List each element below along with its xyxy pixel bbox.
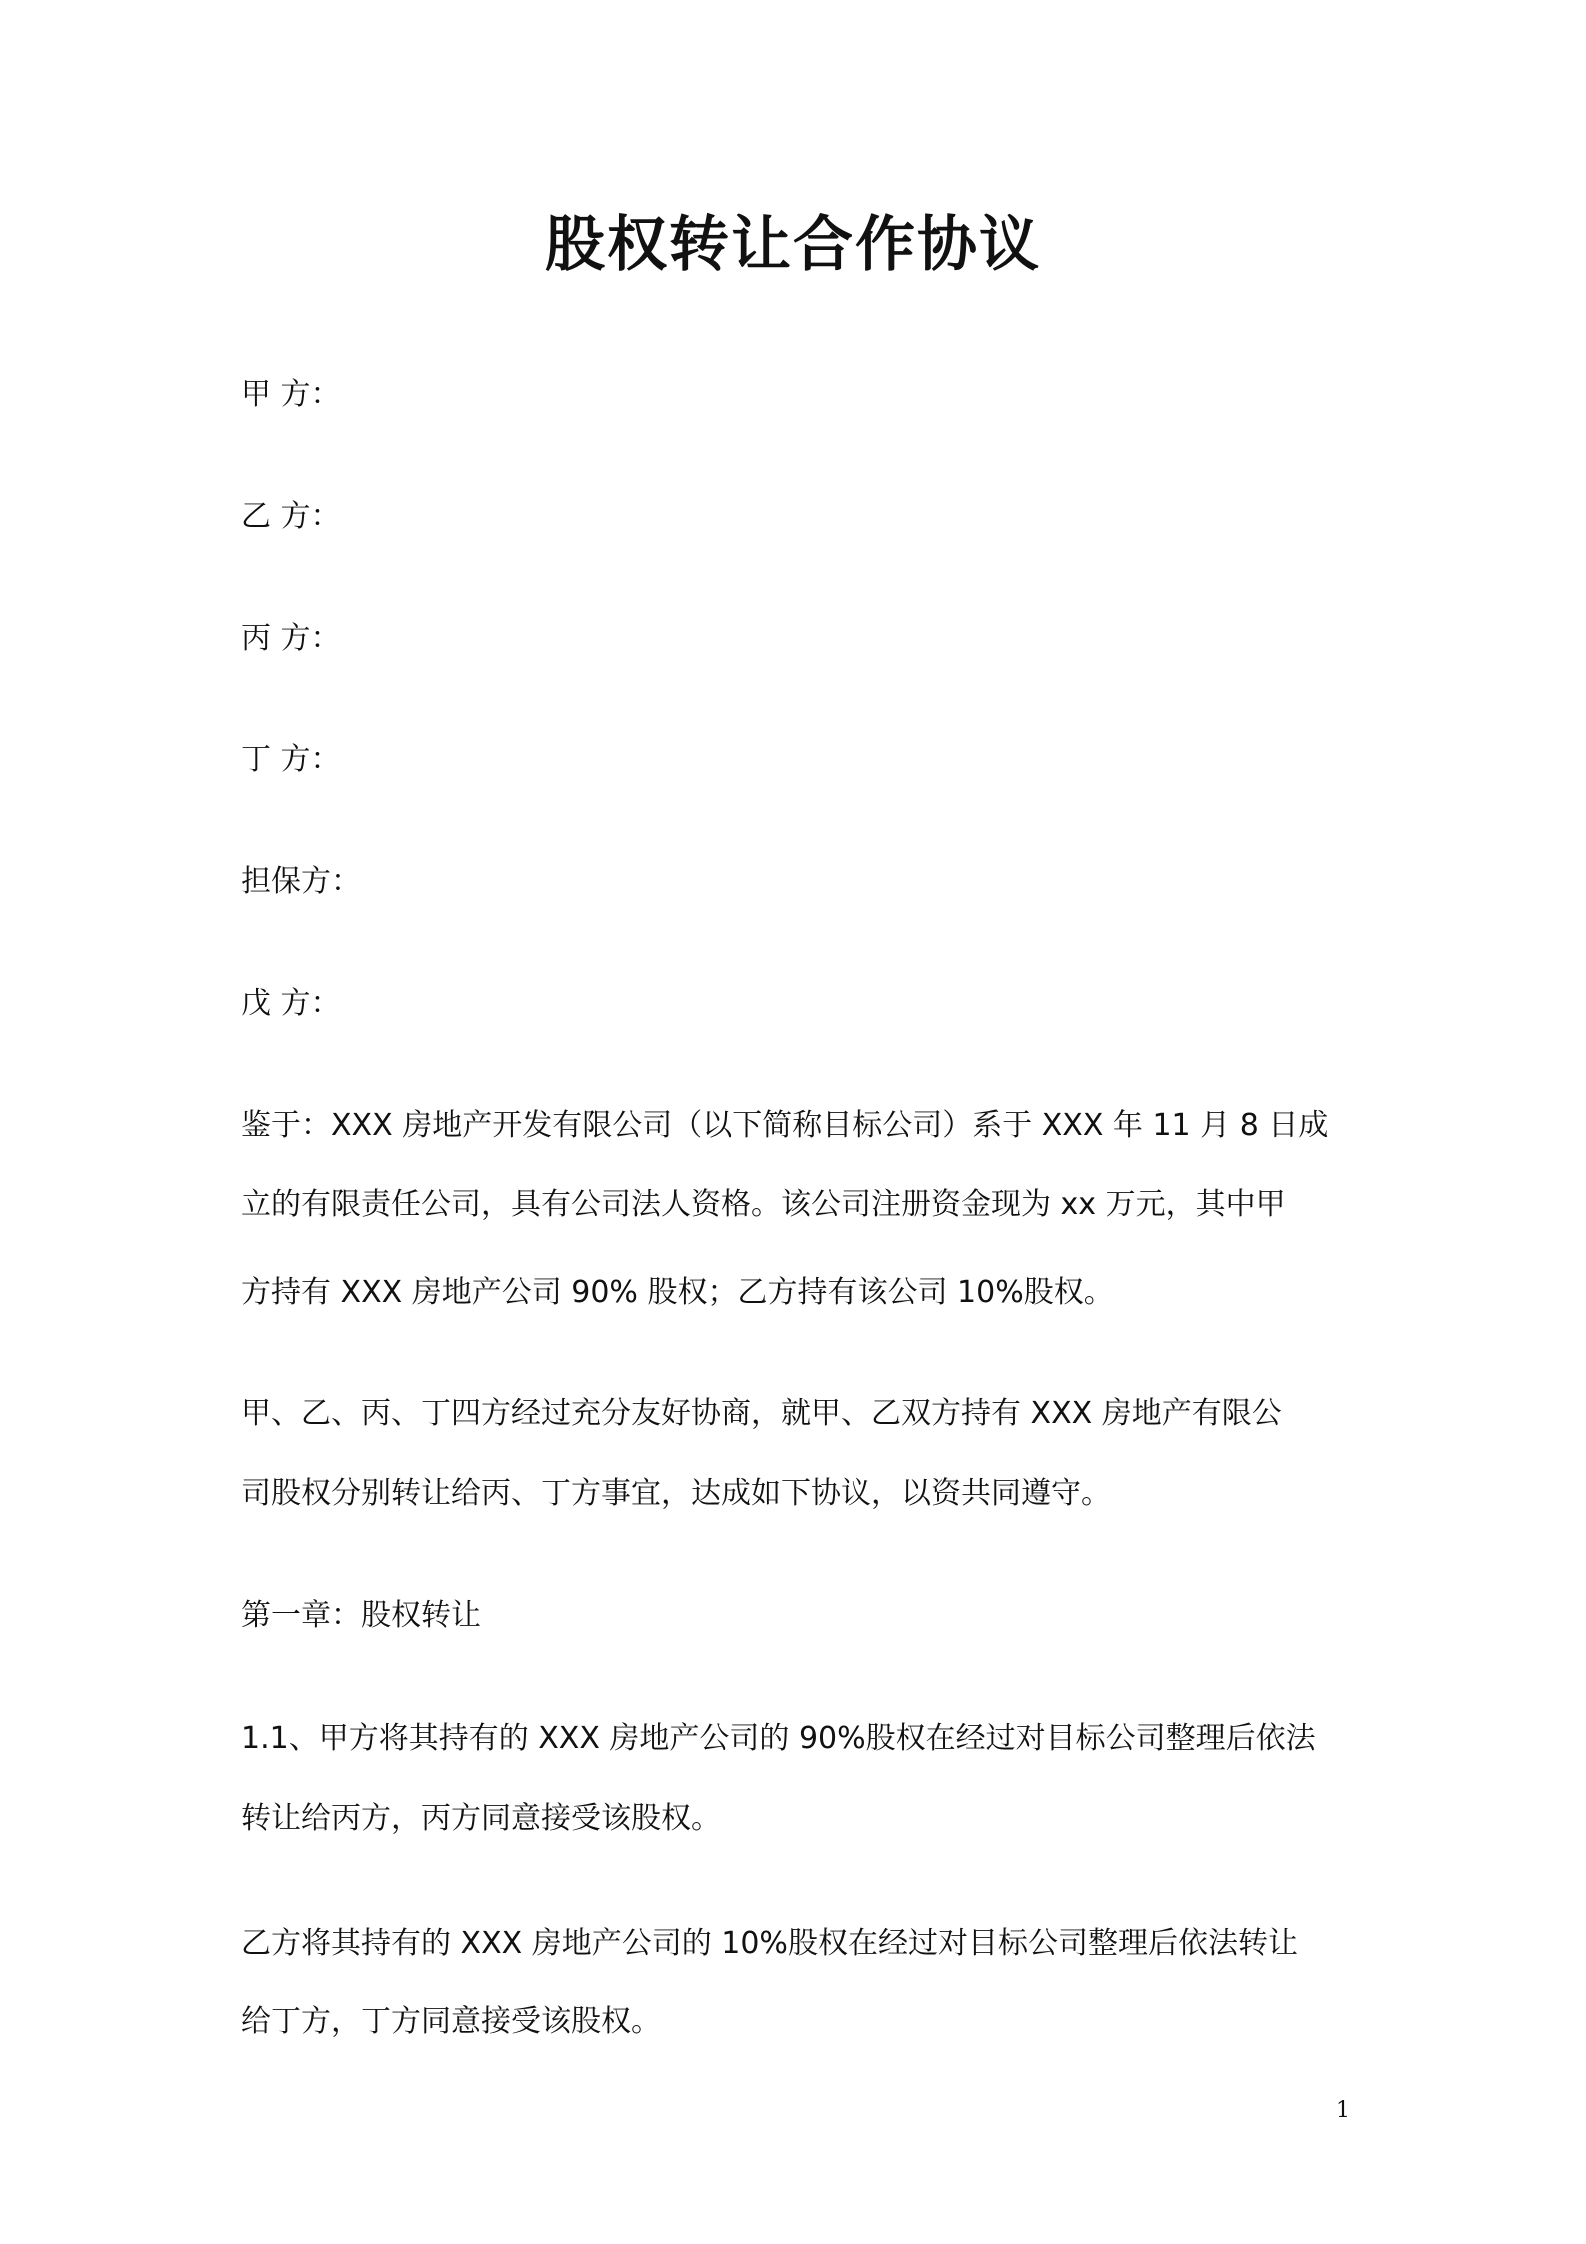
recital-2-line-2: 司股权分别转让给丙、丁方事宜，达成如下协议，以资共同遵守。 xyxy=(241,1476,1111,1511)
party-d-label: 丁 方： xyxy=(241,742,341,777)
clause-1-1-line-2: 转让给丙方，丙方同意接受该股权。 xyxy=(241,1801,721,1836)
recital-1-line-2: 立的有限责任公司，具有公司法人资格。该公司注册资金现为 xx 万元，其中甲 xyxy=(241,1187,1286,1222)
party-e-label: 戊 方： xyxy=(241,986,341,1021)
recital-1-line-3: 方持有 XXX 房地产公司 90% 股权；乙方持有该公司 10%股权。 xyxy=(241,1275,1114,1310)
recital-1-line-1: 鉴于：XXX 房地产开发有限公司（以下简称目标公司）系于 XXX 年 11 月 8 日成 xyxy=(241,1108,1329,1143)
document-title: 股权转让合作协议 xyxy=(545,210,1041,280)
guarantor-label: 担保方： xyxy=(241,864,361,899)
party-a-label: 甲 方： xyxy=(241,377,341,412)
party-c-label: 丙 方： xyxy=(241,621,341,656)
clause-1-1b-line-1: 乙方将其持有的 XXX 房地产公司的 10%股权在经过对目标公司整理后依法转让 xyxy=(241,1926,1298,1961)
chapter-1-heading: 第一章：股权转让 xyxy=(241,1598,481,1633)
page-number: 1 xyxy=(1336,2098,1350,2123)
clause-1-1-line-1: 1.1、甲方将其持有的 XXX 房地产公司的 90%股权在经过对目标公司整理后依法 xyxy=(241,1721,1316,1756)
party-b-label: 乙 方： xyxy=(241,499,341,534)
clause-1-1b-line-2: 给丁方，丁方同意接受该股权。 xyxy=(241,2004,661,2039)
recital-2-line-1: 甲、乙、丙、丁四方经过充分友好协商，就甲、乙双方持有 XXX 房地产有限公 xyxy=(241,1396,1282,1431)
